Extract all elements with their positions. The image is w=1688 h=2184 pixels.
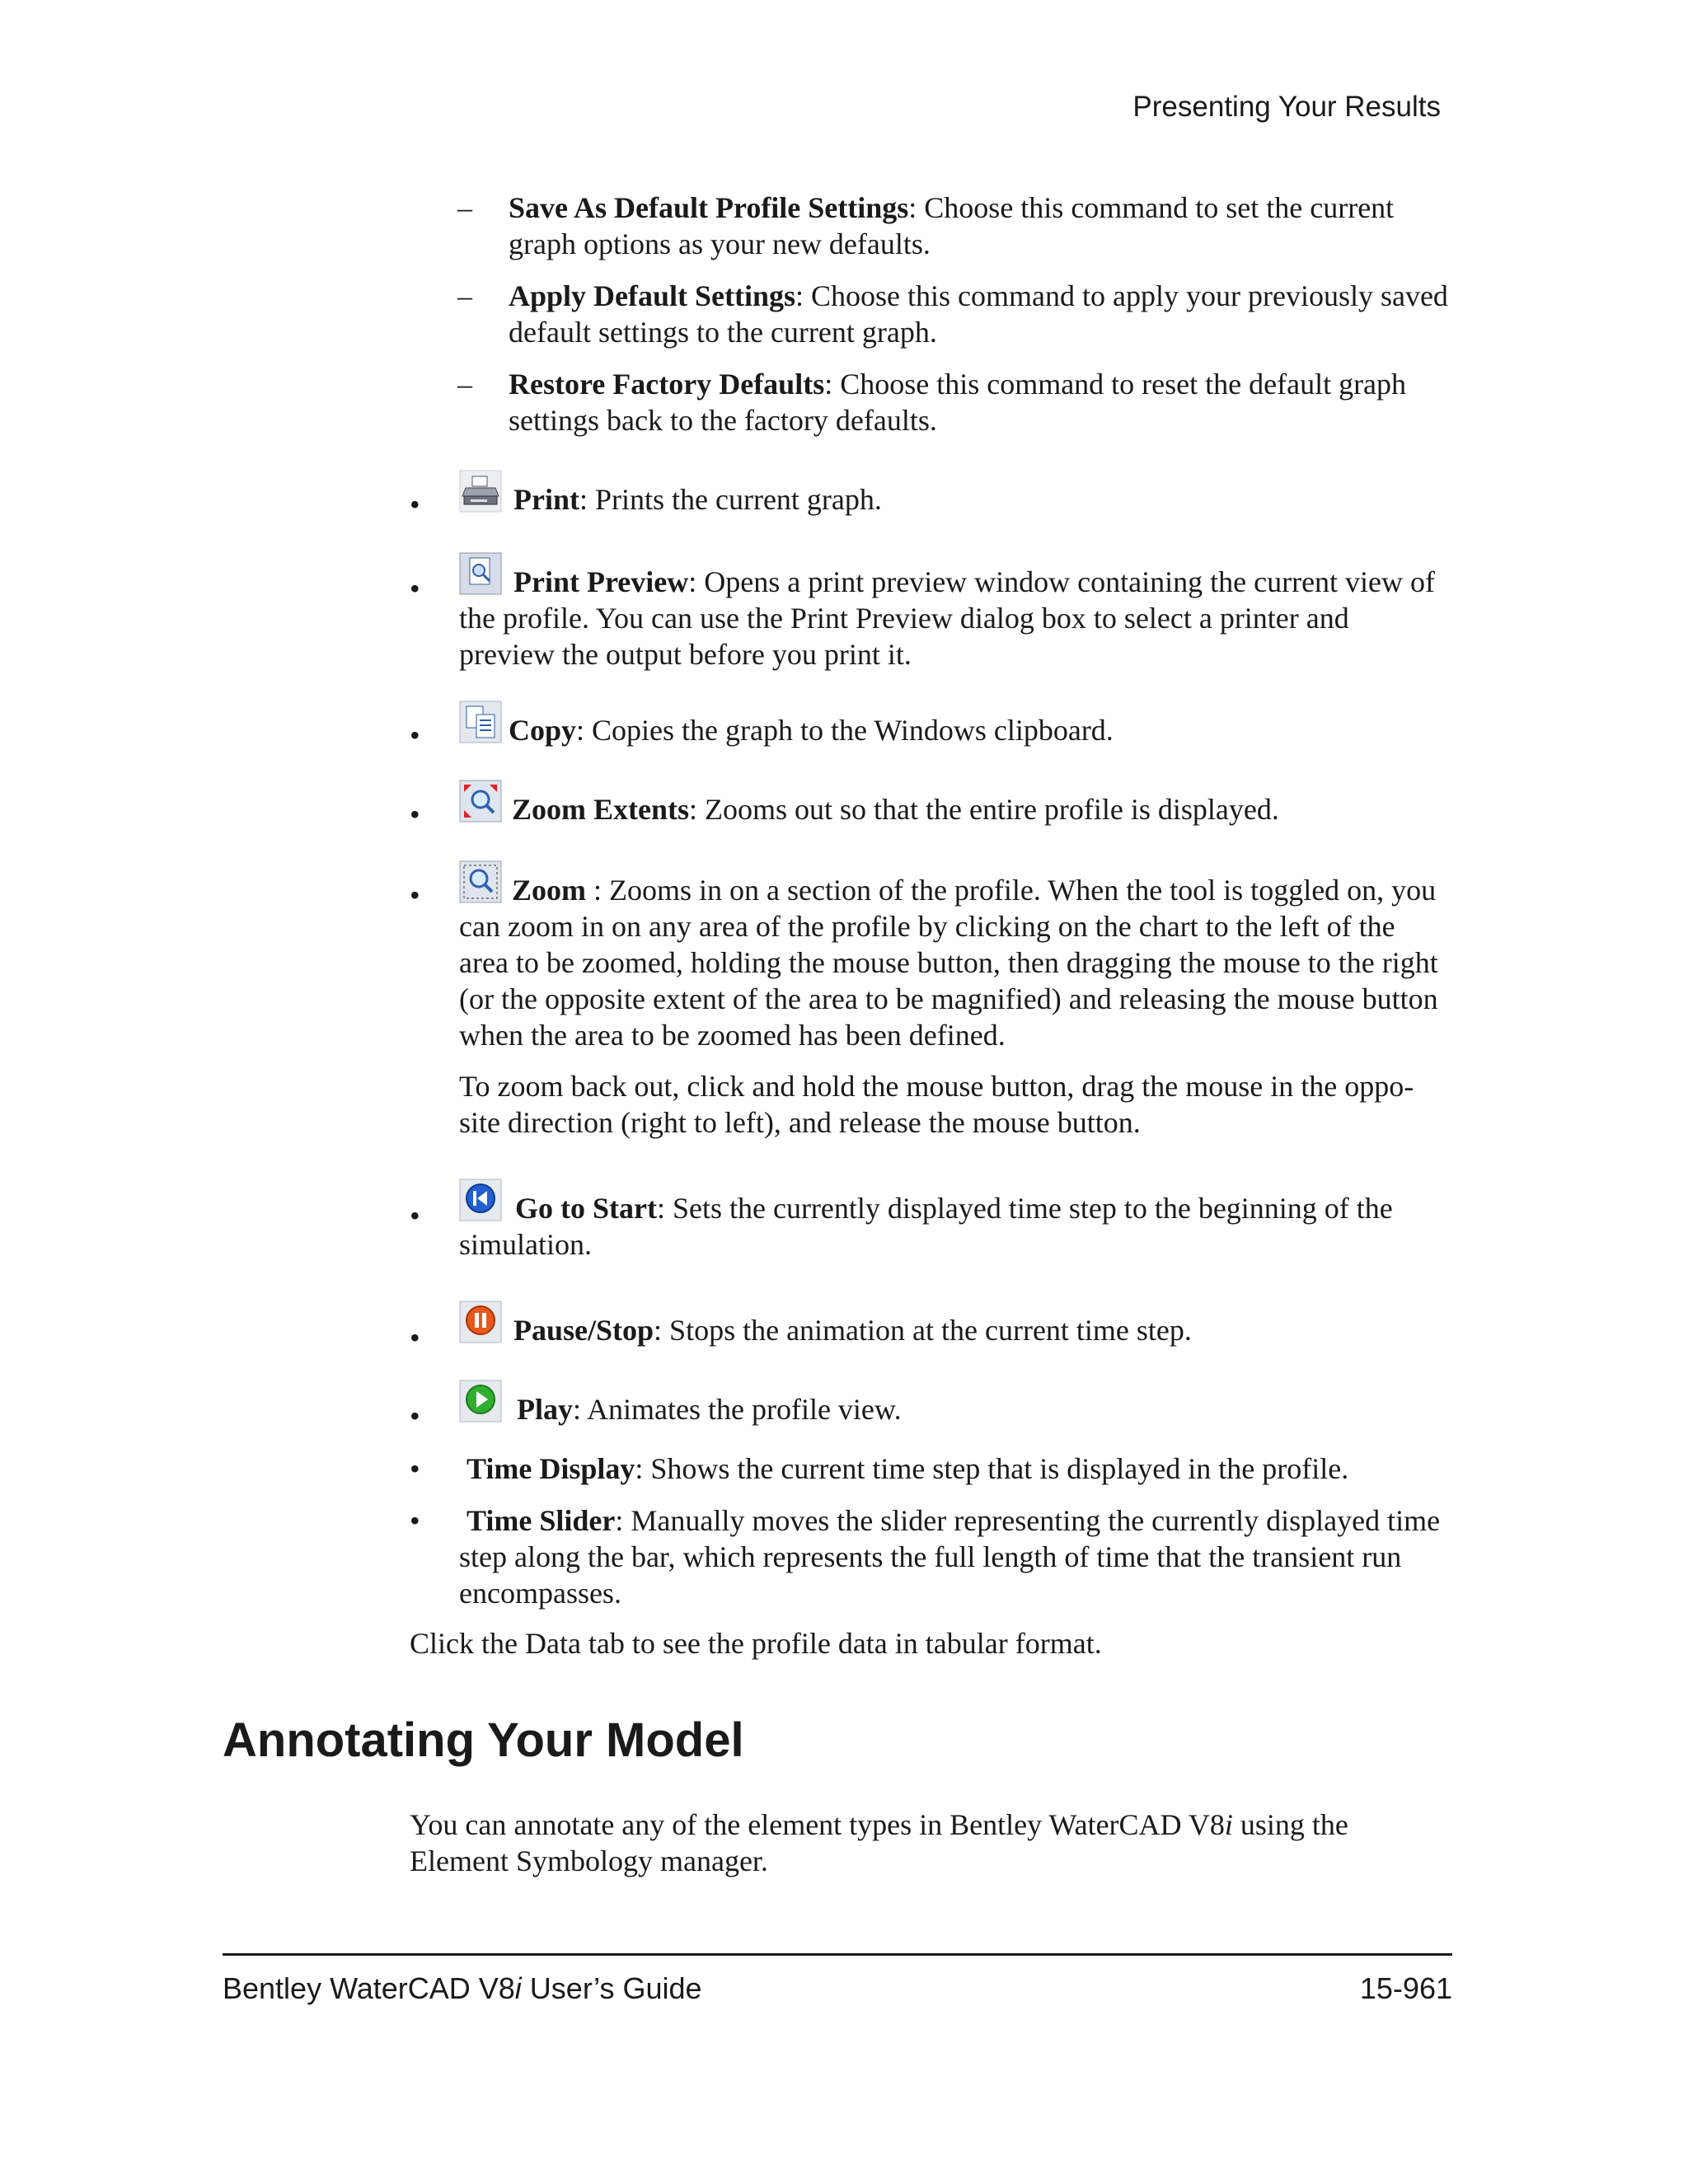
list-item-time-display bbox=[467, 1451, 1456, 1487]
dash-marker: – bbox=[457, 368, 472, 401]
zoom-extents-icon bbox=[459, 780, 502, 823]
item-desc: : Zooms in on a section of the profile. When the tool is toggled on, you can zoom in on any area of the profile by clicking on the chart to the left of the area to be zoomed, holding the mouse button, then dragging the mouse to the right (or the opposite extent of the area to be magnified) and releasing the mouse button when the area to be zoomed has been defined. bbox=[459, 874, 1438, 1052]
list-item-zoom-extents bbox=[459, 780, 1448, 827]
list-item-time-slider bbox=[459, 1502, 1448, 1611]
item-desc: : Manually moves the slider representing the currently displayed time step along the bar, which represents the full length of time that the transient run encompasses. bbox=[459, 1504, 1441, 1610]
page-number: 15-961 bbox=[1359, 1971, 1452, 2005]
item-desc: : Choose this command to reset the default graph settings back to the factory defaults. bbox=[509, 368, 1407, 437]
print-icon bbox=[459, 470, 502, 513]
item-desc: : Stops the animation at the current time step. bbox=[654, 1314, 1192, 1347]
item-term: Print bbox=[513, 483, 579, 516]
item-term: Copy bbox=[509, 714, 577, 747]
item-desc: : Copies the graph to the Windows clipboard. bbox=[576, 714, 1114, 747]
footer-guide-text: Bentley WaterCAD V8 bbox=[223, 1971, 515, 2005]
paragraph-text-end: using the Element Symbology manager. bbox=[410, 1808, 1348, 1877]
bullet: • bbox=[410, 1199, 420, 1232]
item-term: Go to Start bbox=[515, 1192, 657, 1225]
item-term: Time Display bbox=[467, 1452, 635, 1485]
bullet: • bbox=[410, 879, 420, 912]
item-term: Save As Default Profile Settings bbox=[509, 191, 909, 224]
dash-marker: – bbox=[457, 279, 472, 312]
copy-icon bbox=[459, 701, 502, 743]
bullet: • bbox=[410, 1399, 420, 1432]
paragraph-text: You can annotate any of the element types in Bentley WaterCAD V8 bbox=[410, 1808, 1225, 1841]
item-term: Pause/Stop bbox=[513, 1314, 654, 1347]
bullet: • bbox=[410, 1504, 420, 1537]
item-term: Time Slider bbox=[467, 1504, 616, 1537]
paragraph-italic: i bbox=[1224, 1808, 1233, 1841]
section-paragraph bbox=[410, 1807, 1399, 1879]
running-header: Presenting Your Results bbox=[1132, 91, 1441, 123]
go-to-start-icon bbox=[459, 1179, 502, 1221]
item-desc: : Sets the currently displayed time step to the beginning of the simulation. bbox=[459, 1192, 1393, 1261]
closing-paragraph: Click the Data tab to see the profile data in tabular format. bbox=[410, 1627, 1102, 1660]
list-item-zoom bbox=[459, 860, 1448, 1141]
bullet: • bbox=[410, 798, 420, 831]
item-desc: : Choose this command to set the current graph options as your new defaults. bbox=[509, 191, 1395, 260]
item-desc: : Prints the current graph. bbox=[579, 483, 882, 516]
item-desc: : Shows the current time step that is displayed in the profile. bbox=[635, 1452, 1349, 1485]
item-term: Restore Factory Defaults bbox=[509, 368, 825, 401]
print-preview-icon bbox=[459, 552, 502, 595]
list-item-copy bbox=[459, 701, 1448, 748]
pause-stop-icon bbox=[459, 1301, 502, 1343]
item-term: Zoom Extents bbox=[512, 793, 689, 826]
item-desc: : Animates the profile view. bbox=[573, 1393, 902, 1426]
list-item-print-preview bbox=[459, 552, 1448, 673]
footer-guide-title bbox=[223, 1971, 702, 2006]
list-item-print bbox=[459, 470, 1448, 518]
zoom-icon bbox=[459, 860, 502, 903]
bullet: • bbox=[410, 1452, 420, 1485]
dash-marker: – bbox=[457, 191, 472, 224]
play-icon bbox=[459, 1380, 502, 1422]
footer-guide-italic: i bbox=[514, 1971, 522, 2005]
item-desc: : Choose this command to apply your previously saved default settings to the current graph. bbox=[509, 279, 1448, 349]
item-term: Play bbox=[517, 1393, 573, 1426]
list-item-go-to-start bbox=[459, 1179, 1448, 1263]
footer-rule bbox=[223, 1953, 1452, 1956]
item-term: Apply Default Settings bbox=[509, 279, 796, 312]
item-term: Print Preview bbox=[513, 565, 689, 598]
section-heading: Annotating Your Model bbox=[223, 1713, 744, 1767]
bullet: • bbox=[410, 719, 420, 752]
bullet: • bbox=[410, 1321, 420, 1354]
item-extra: To zoom back out, click and hold the mouse button, drag the mouse in the oppo-site direction (right to left), and release the mouse button. bbox=[459, 1070, 1414, 1139]
item-desc: : Zooms out so that the entire profile is displayed. bbox=[689, 793, 1279, 826]
bullet: • bbox=[410, 572, 420, 605]
item-desc: : Opens a print preview window containing the current view of the profile. You can use the Print Preview dialog box to select a printer and preview the output before you print it. bbox=[459, 565, 1436, 671]
item-term: Zoom bbox=[512, 874, 586, 907]
footer-guide-text-end: User’s Guide bbox=[521, 1971, 702, 2005]
list-item-pause-stop bbox=[459, 1301, 1448, 1348]
list-item-play bbox=[459, 1380, 1448, 1427]
bullet: • bbox=[410, 488, 420, 521]
